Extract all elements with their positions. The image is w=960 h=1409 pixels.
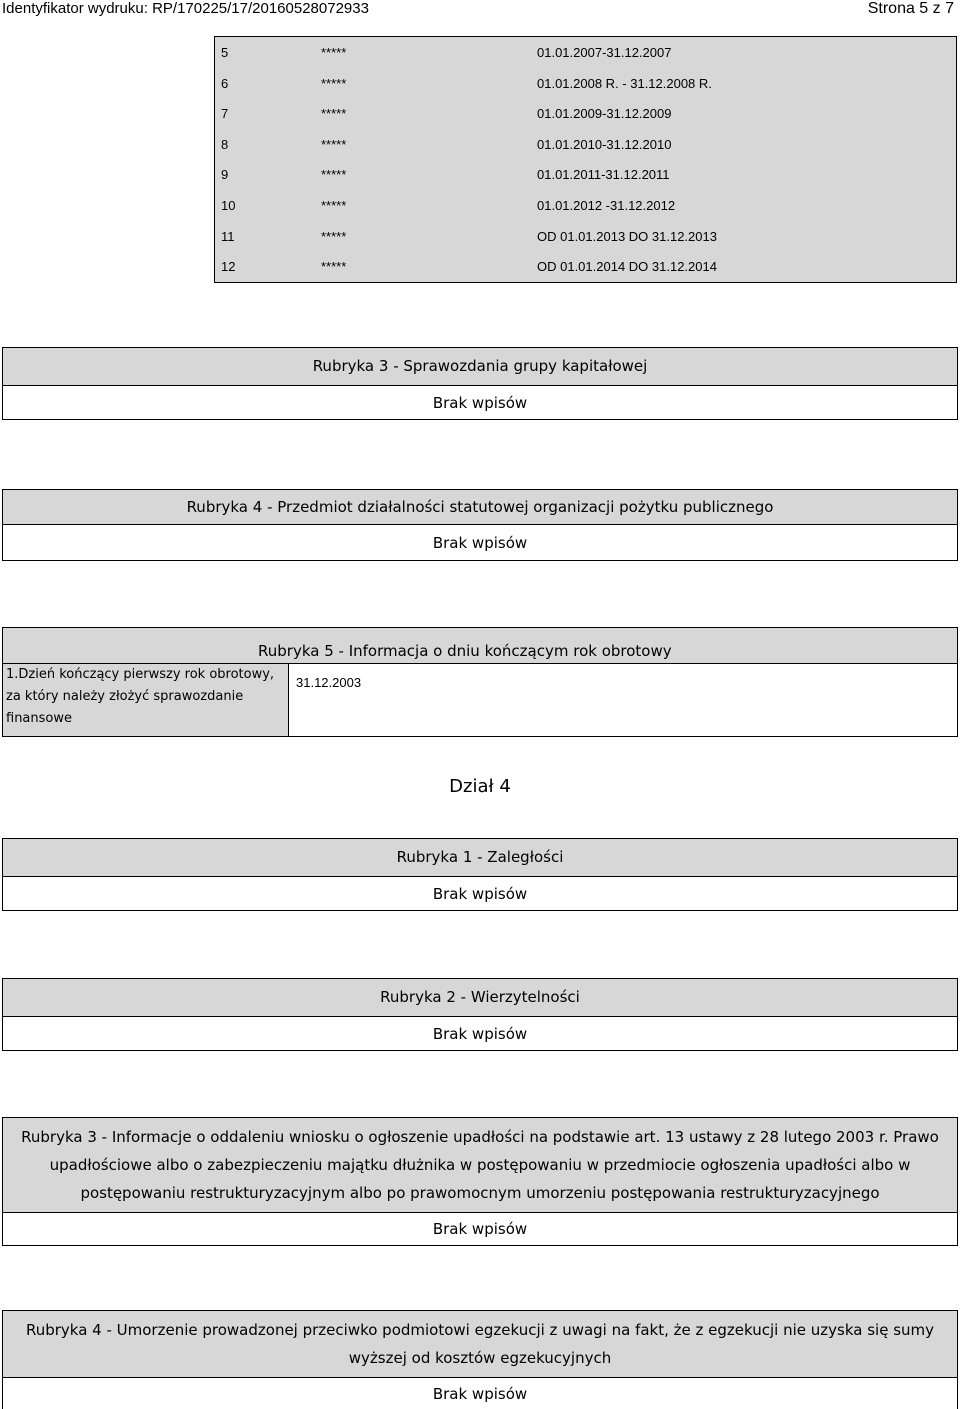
d4-rubryka-2-title: Rubryka 2 - Wierzytelności: [3, 979, 957, 1017]
d4-rubryka-2-body: Brak wpisów: [3, 1017, 957, 1050]
period-number: 8: [221, 137, 229, 152]
period-masked-value: *****: [321, 167, 347, 182]
d4-rubryka-2-section: [2, 978, 958, 1051]
period-number: 5: [221, 45, 229, 60]
rubryka-5-title: [3, 628, 957, 664]
period-dates: 01.01.2011-31.12.2011: [537, 167, 670, 182]
rubryka-3-section: [2, 347, 958, 420]
period-masked-value: *****: [321, 106, 347, 121]
table-row: [215, 251, 956, 280]
period-dates: 01.01.2012 -31.12.2012: [537, 198, 676, 213]
table-row: [215, 37, 956, 66]
d4-rubryka-3-section: [2, 1117, 958, 1246]
rubryka-3-body: Brak wpisów: [3, 386, 957, 419]
rubryka-5-title-text: Rubryka 5 - Informacja o dniu kończącym rok obrotowy: [258, 642, 672, 660]
period-masked-value: *****: [321, 137, 347, 152]
d4-rubryka-4-section: [2, 1310, 958, 1409]
period-dates: 01.01.2007-31.12.2007: [537, 45, 672, 60]
period-number: 11: [221, 229, 235, 244]
d4-rubryka-1-section: [2, 838, 958, 911]
rubryka-4-title: Rubryka 4 - Przedmiot działalności statutowej organizacji pożytku publicznego: [3, 490, 957, 525]
period-dates: 01.01.2009-31.12.2009: [537, 106, 672, 121]
print-identifier: Identyfikator wydruku: RP/170225/17/20160528072933: [2, 0, 369, 17]
rubryka-5-label: 1.Dzień kończący pierwszy rok obrotowy, za który należy złożyć sprawozdanie finansowe: [3, 664, 289, 736]
page-number: Strona 5 z 7: [867, 0, 954, 17]
rubryka-3-title: Rubryka 3 - Sprawozdania grupy kapitałowej: [3, 348, 957, 386]
d4-rubryka-1-body: Brak wpisów: [3, 877, 957, 910]
rubryka-4-section: [2, 489, 958, 561]
d4-rubryka-4-body: Brak wpisów: [3, 1378, 957, 1409]
period-dates: 01.01.2010-31.12.2010: [537, 137, 672, 152]
table-row: [215, 159, 956, 188]
table-row: [215, 98, 956, 127]
period-number: 12: [221, 259, 236, 274]
d4-rubryka-1-title: Rubryka 1 - Zaległości: [3, 839, 957, 877]
period-masked-value: *****: [321, 198, 347, 213]
d4-rubryka-4-title: Rubryka 4 - Umorzenie prowadzonej przeciwko podmiotowi egzekucji z uwagi na fakt, że z egzekucji nie uzyska się sumy wyższej od kosztów egzekucyjnych: [3, 1311, 957, 1378]
table-row: [215, 129, 956, 158]
d4-rubryka-3-body: Brak wpisów: [3, 1213, 957, 1245]
table-row: [215, 68, 956, 97]
rubryka-5-value: 31.12.2003: [296, 675, 362, 690]
period-number: 9: [221, 167, 229, 182]
period-dates: OD 01.01.2013 DO 31.12.2013: [537, 229, 717, 244]
period-number: 7: [221, 106, 229, 121]
period-masked-value: *****: [321, 76, 347, 91]
section-heading: Dział 4: [449, 776, 511, 797]
d4-rubryka-3-title: Rubryka 3 - Informacje o oddaleniu wniosku o ogłoszenie upadłości na podstawie art. 13 ustawy z 28 lutego 2003 r. Prawo upadłościowe albo o zabezpieczeniu majątku dłużnika w postępowaniu w przedmiocie ogłoszenia upadłości albo w postępowaniu restrukturyzacyjnym albo po prawomocnym umorzeniu postępowania restrukturyzacyjnego: [3, 1118, 957, 1213]
period-masked-value: *****: [321, 229, 347, 244]
table-row: [215, 190, 956, 219]
period-masked-value: *****: [321, 45, 347, 60]
rubryka-5-section: [2, 627, 958, 737]
period-dates: OD 01.01.2014 DO 31.12.2014: [537, 259, 717, 274]
period-number: 10: [221, 198, 236, 213]
periods-table: [214, 36, 957, 283]
table-row: [215, 221, 956, 250]
rubryka-4-body: Brak wpisów: [3, 525, 957, 560]
period-number: 6: [221, 76, 229, 91]
period-masked-value: *****: [321, 259, 347, 274]
period-dates: 01.01.2008 R. - 31.12.2008 R.: [537, 76, 712, 91]
